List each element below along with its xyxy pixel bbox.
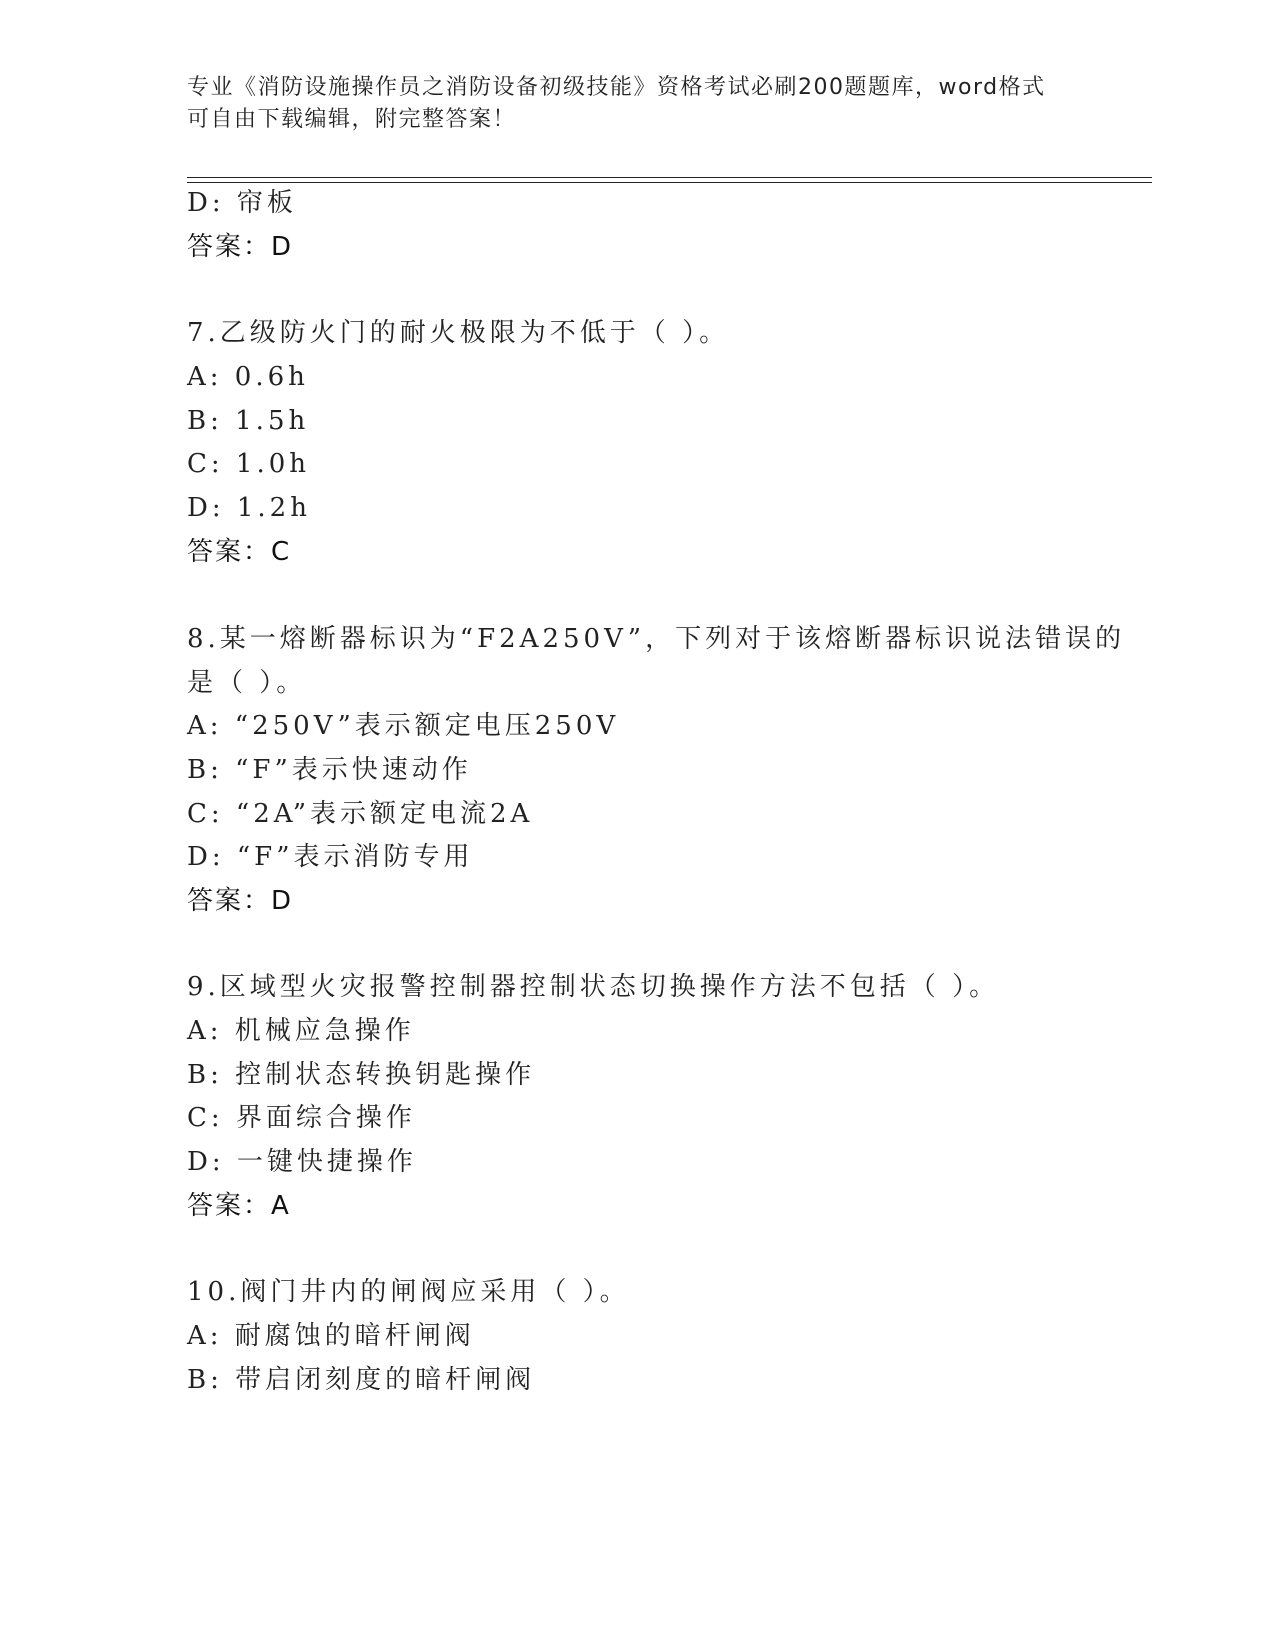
header-divider-top: [187, 177, 1152, 178]
question-7-option-b: B: 1.5h: [187, 406, 310, 436]
question-10-option-b: B: 带启闭刻度的暗杆闸阀: [187, 1365, 536, 1395]
question-7-answer: 答案：C: [187, 537, 292, 567]
question-9-option-b: B: 控制状态转换钥匙操作: [187, 1060, 536, 1090]
question-9-option-d: D: 一键快捷操作: [187, 1147, 417, 1177]
question-8-stem-line-2: 是（ ）。: [187, 668, 307, 698]
question-7-option-a: A: 0.6h: [187, 362, 309, 392]
question-9-option-a: A: 机械应急操作: [187, 1016, 415, 1046]
question-8-option-d: D: “F”表示消防专用: [187, 842, 474, 872]
question-8-option-c: C: “2A”表示额定电流2A: [187, 799, 534, 829]
question-8-option-a: A: “250V”表示额定电压250V: [187, 711, 620, 741]
header-divider-bottom: [187, 182, 1152, 183]
question-9-option-c: C: 界面综合操作: [187, 1103, 416, 1133]
question-7-stem: 7.乙级防火门的耐火极限为不低于（ ）。: [187, 318, 730, 348]
prev-question-answer: 答案：D: [187, 232, 294, 262]
document-header: 专业《消防设施操作员之消防设备初级技能》资格考试必刷200题题库，word格式可自由下载编辑，附完整答案！: [187, 75, 1046, 132]
question-8-stem-line-1: 8.某一熔断器标识为“F2A250V”，下列对于该熔断器标识说法错误的: [187, 624, 1126, 654]
question-7-option-d: D: 1.2h: [187, 493, 311, 523]
question-8-answer: 答案：D: [187, 886, 294, 916]
question-9-answer: 答案：A: [187, 1191, 291, 1221]
question-8-option-b: B: “F”表示快速动作: [187, 755, 472, 785]
prev-question-option-d: D: 帘板: [187, 188, 297, 218]
question-9-stem: 9.区域型火灾报警控制器控制状态切换操作方法不包括（ ）。: [187, 972, 1000, 1002]
question-10-option-a: A: 耐腐蚀的暗杆闸阀: [187, 1321, 475, 1351]
question-7-option-c: C: 1.0h: [187, 449, 311, 479]
question-10-stem: 10.阀门井内的闸阀应采用（ ）。: [187, 1277, 630, 1307]
